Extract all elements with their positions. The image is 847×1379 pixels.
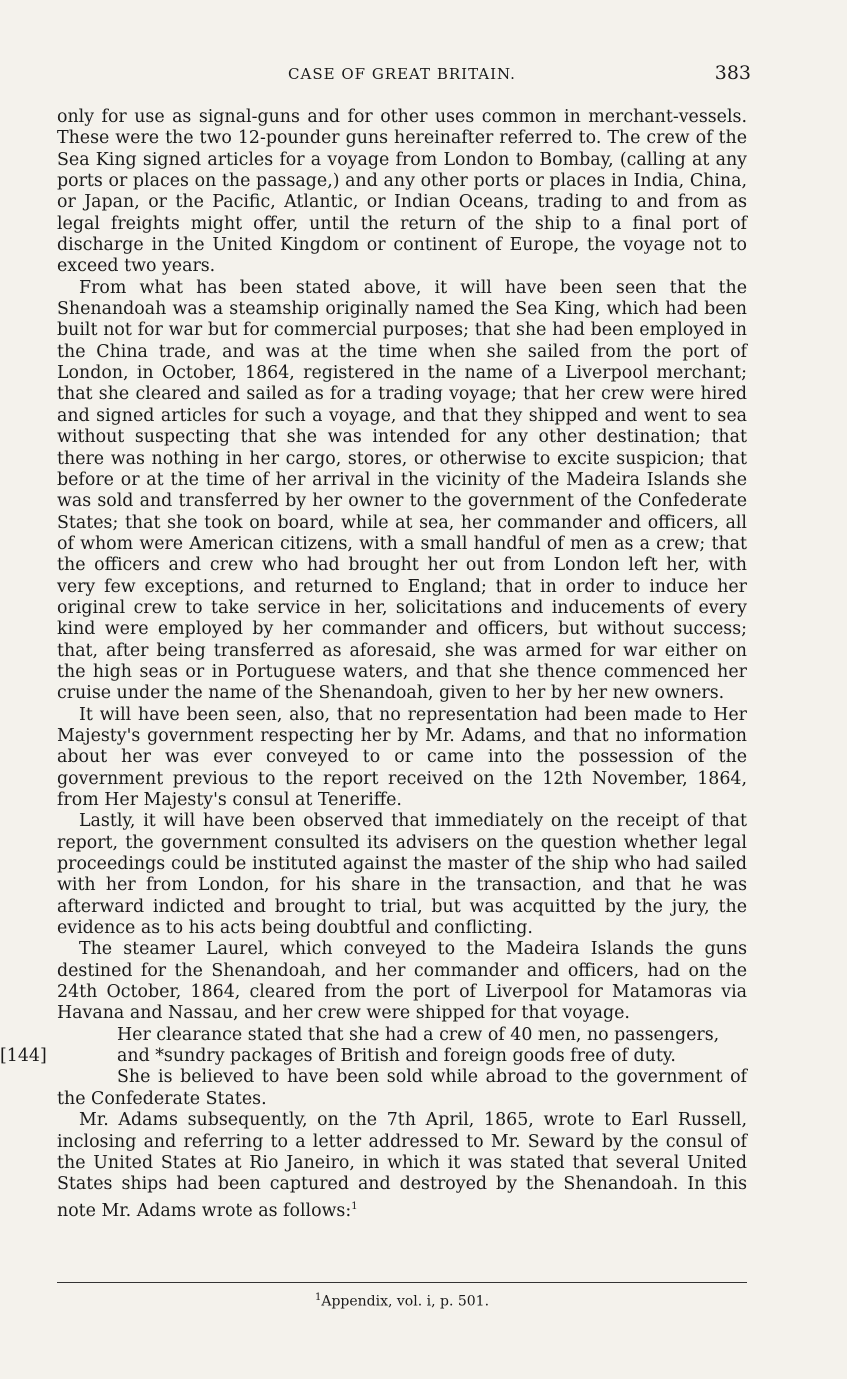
paragraph-2: From what has been stated above, it will have been seen that the Shenandoah was a steamship originally named the Sea King, which had been built not for war but for commercial purposes; that she had been employed in the China trade, and was at the time when she sailed from the port of London, in October, 1864, registered in the name of a Liverpool merchant; that she cleared and sailed as for a trading voyage; that her crew were hired and signed articles for such a voyage, and that they shipped and went to sea without suspecting that she was intended for any other destination; that there was nothing in her cargo, stores, or otherwise to excite suspicion; that before or at the time of her arrival in the vicinity of the Madeira Islands she was sold and transferred by her owner to the government of the Confederate States; that she took on board, while at sea, her commander and officers, all of whom were American citizens, with a small handful of men as a crew; that the officers and crew who had brought her out from London left her, with very few exceptions, and returned to England; that in order to induce her original crew to take service in her, solicitations and inducements of every kind were employed by her commander and officers, but without success; that, after being transferred as aforesaid, she was armed for war either on the high seas or in Portuguese waters, and that she thence commenced her cruise under the name of the Shenandoah, given to her by her new owners.: [57, 277, 747, 704]
page-number: 383: [714, 62, 751, 84]
footnote: [57, 1292, 747, 1310]
paragraph-6a: Her clearance stated that she had a crew of 40 men, no passengers,: [117, 1024, 720, 1045]
footnote-marker: 1: [314, 1292, 322, 1303]
paragraph-5: The steamer Laurel, which conveyed to the Madeira Islands the guns destined for the Shenandoah, and her commander and officers, had on the 24th October, 1864, cleared from the port of Liverpool for Matamoras via Havana and Nassau, and her crew were shipped for that voyage.: [57, 939, 747, 1024]
footnote-text: Appendix, vol. i, p. 501.: [321, 1293, 490, 1310]
paragraph-6b-text: and *sundry packages of British and foreign goods free of duty.: [117, 1046, 676, 1067]
footnote-ref: 1: [351, 1200, 358, 1212]
running-title: CASE OF GREAT BRITAIN.: [288, 65, 516, 83]
paragraph-6b: [0, 1046, 747, 1067]
margin-reference: [144]: [0, 1046, 47, 1067]
paragraph-6c: She is believed to have been sold while abroad to the government of the Confederate States.: [57, 1067, 747, 1109]
page-header: [57, 62, 751, 92]
paragraph-3: It will have been seen, also, that no representation had been made to Her Majesty's government respecting her by Mr. Adams, and that no information about her was ever conveyed to or came into the possession of the government previous to the report received on the 12th November, 1864, from Her Majesty's consul at Teneriffe.: [57, 704, 747, 810]
paragraph-4: Lastly, it will have been observed that immediately on the receipt of that report, the government consulted its advisers on the question whether legal proceedings could be instituted against the master of the ship who had sailed with her from London, for his share in the transaction, and that he was afterward indicted and brought to trial, but was acquitted by the jury, the evidence as to his acts being doubtful and conflicting.: [57, 811, 747, 939]
paragraph-1: only for use as signal-guns and for other uses common in merchant-vessels. These were the two 12-pounder guns hereinafter referred to. The crew of the Sea King signed articles for a voyage from London to Bombay, (calling at any ports or places on the passage,) and any other ports or places in India, China, or Japan, or the Pacific, Atlantic, or Indian Oceans, trading to and from as legal freights might offer, until the return of the ship to a final port of discharge in the United Kingdom or continent of Europe, the voyage not to exceed two years.: [57, 107, 747, 277]
footnote-rule: [57, 1282, 747, 1283]
body-text: [0, 107, 747, 1222]
paragraph-7-text: Mr. Adams subsequently, on the 7th April, 1865, wrote to Earl Russell, inclosing and referring to a letter addressed to Mr. Seward by the consul of the United States at Rio Janeiro, in which it was stated that several United States ships had been captured and destroyed by the Shenandoah. In this note Mr. Adams wrote as follows:: [57, 1110, 747, 1221]
paragraph-7: [57, 1110, 747, 1222]
